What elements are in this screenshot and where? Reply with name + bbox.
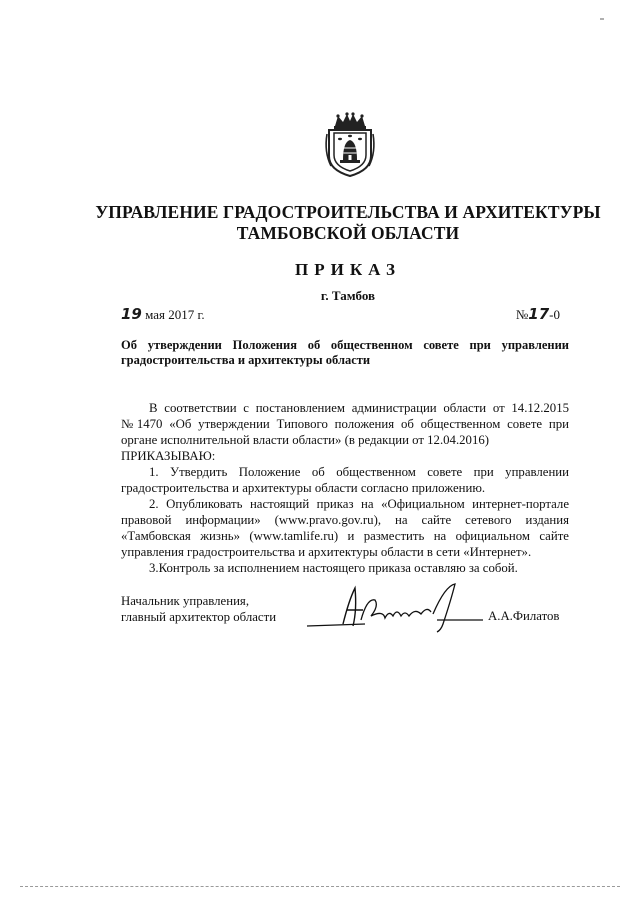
number-handwritten: 17 (528, 305, 550, 323)
city: г. Тамбов (320, 288, 376, 303)
body-paragraph-order: ПРИКАЗЫВАЮ: (121, 449, 216, 463)
handwritten-signature-icon (305, 580, 485, 640)
document-body (121, 400, 569, 576)
signer-position-line2: главный архитектор области (121, 610, 277, 624)
document-type: ПРИКАЗ (295, 260, 401, 279)
body-paragraph-item-1: 1. Утвердить Положение об общественном совете при управлении градостроительства и архитектуры области согласно приложению. (121, 465, 569, 495)
signer-position-line1: Начальник управления, (121, 594, 250, 608)
number-prefix: № (515, 307, 529, 322)
organization-title-line2: ТАМБОВСКОЙ ОБЛАСТИ (236, 223, 460, 243)
coat-of-arms-icon (323, 112, 377, 178)
date-rest: мая 2017 г. (141, 307, 205, 322)
organization-title-line1: УПРАВЛЕНИЕ ГРАДОСТРОИТЕЛЬСТВА И АРХИТЕКТУРЫ (95, 202, 601, 222)
document-number (516, 305, 560, 323)
body-paragraph-item-3: 3.Контроль за исполнением настоящего приказа оставляю за собой. (149, 561, 518, 575)
signer-position (121, 593, 276, 625)
body-paragraph-preamble: В соответствии с постановлением администрации области от 14.12.2015 №1470 «Об утверждении Типового положения об общественном совете при органе исполнительной власти области» (в редакции от 12.04.2016) (121, 401, 569, 447)
document-subject: Об утверждении Положения об общественном совете при управлении градостроительства и архитектуры области (121, 338, 569, 367)
date-day-handwritten: 19 (121, 305, 142, 323)
body-paragraph-item-2: 2. Опубликовать настоящий приказ на «Официальном интернет-портале правовой информации» (www.pravo.gov.ru), на сайте сетевого издания «Тамбовская жизнь» (www.tamlife.ru) и разместить на официальном сайте управления градостроительства и архитектуры области в сети «Интернет». (121, 497, 569, 559)
scan-artifact (600, 18, 604, 20)
document-date (121, 305, 205, 323)
signer-name: А.А.Филатов (488, 609, 560, 623)
number-suffix: -0 (549, 307, 560, 322)
scan-edge-line (20, 886, 620, 888)
organization-title (60, 202, 636, 244)
